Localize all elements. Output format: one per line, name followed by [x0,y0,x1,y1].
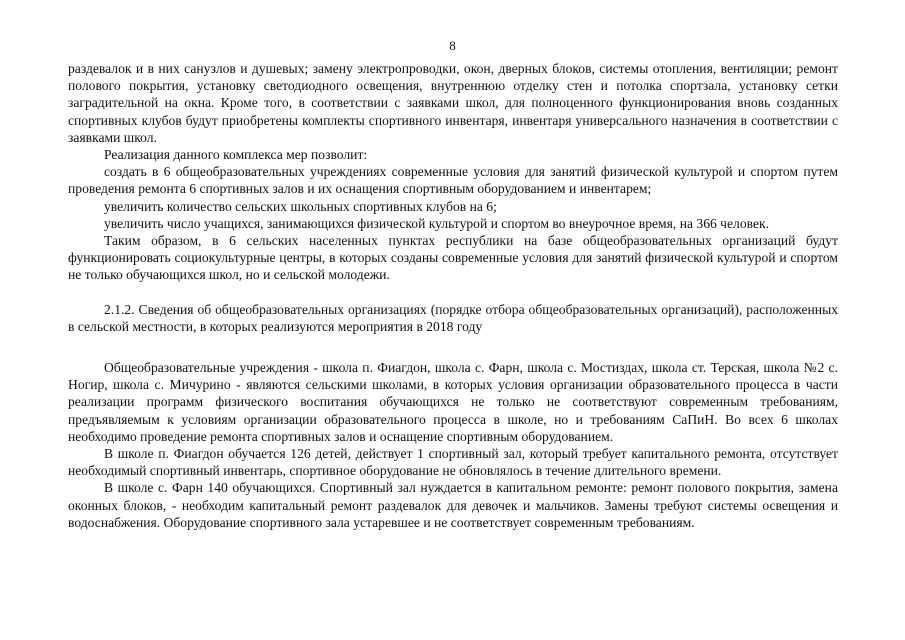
paragraph-measures-intro: Реализация данного комплекса мер позволит: [104,147,368,163]
paragraph-conclusion: Таким образом, в 6 сельских населенных пунктах республики на базе общеобразовательных организаций будут функционировать социокультурные центры, в которых созданы современные условия для занятий физической культурой и спортом не только обучающихся школ, но и сельской молодежи. [68,233,838,283]
page-number: 8 [449,38,456,53]
paragraph-school-fiagdon: В школе п. Фиагдон обучается 126 детей, действует 1 спортивный зал, который требует капитального ремонта, отсутствует необходимый спортивный инвентарь, спортивное оборудование не обновлялось в течение длительного времени. [68,446,838,479]
paragraph-schools-overview: Общеобразовательные учреждения - школа п. Фиагдон, школа с. Фарн, школа с. Мостиздах, школа ст. Терская, школа №2 с. Ногир, школа с. Мичурино - являются сельскими школами, в которых условия организации образовательного процесса в части реализации программ физического воспитания обучающихся не только не соответствуют современным требованиям, предъявляемым к условиям организации образовательного процесса в школе, но и требованиям СаПиН. Во всех 6 школах необходимо проведение ремонта спортивных залов и оснащение спортивным оборудованием. [68,360,838,444]
paragraph-measure-students: увеличить число учащихся, занимающихся физической культурой и спортом во внеурочное время, на 366 человек. [104,215,770,231]
spacer [68,335,838,359]
paragraph-measure-conditions: создать в 6 общеобразовательных учреждениях современные условия для занятий физической культурой и спортом путем проведения ремонта 6 спортивных залов и их оснащения спортивным оборудованием и инвентарем; [68,164,838,197]
spacer [68,284,838,301]
document-body [68,60,838,531]
paragraph-renovation-list: раздевалок и в них санузлов и душевых; замену электропроводки, окон, дверных блоков, системы отопления, вентиляции; ремонт полового покрытия, установку светодиодного освещения, внутреннюю отделку стен и потолка спортзала, установку сетки заградительной на окна. Кроме того, в соответствии с заявками школ, для полноценного функционирования вновь созданных спортивных клубов будут приобретены комплекты спортивного инвентаря, инвентаря универсального назначения в соответствии с заявками школ. [68,61,838,145]
paragraph-school-farn: В школе с. Фарн 140 обучающихся. Спортивный зал нуждается в капитальном ремонте: ремонт полового покрытия, замена оконных блоков, - необходим капитальный ремонт раздевалок для девочек и мальчиков. Замены требуют системы освещения и водоснабжения. Оборудование спортивного зала устаревшее и не соответствует современным требованиям. [68,480,838,530]
section-heading: 2.1.2. Сведения об общеобразовательных организациях (порядке отбора общеобразовательных организаций), расположенных в сельской местности, в которых реализуются мероприятия в 2018 году [68,301,838,334]
paragraph-measure-clubs: увеличить количество сельских школьных спортивных клубов на 6; [104,198,497,214]
